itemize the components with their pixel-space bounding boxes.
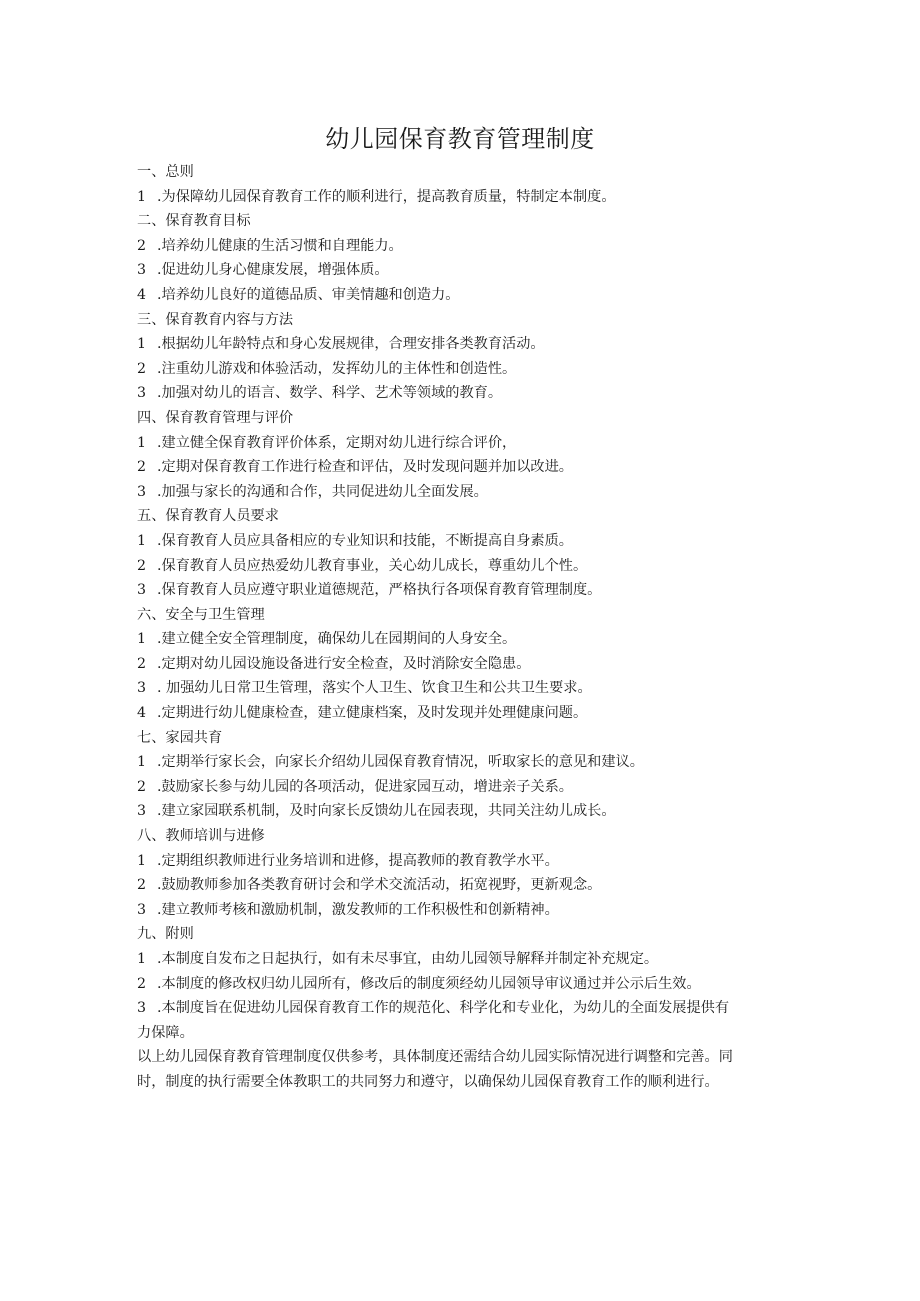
clause-text: .保育教育人员应具备相应的专业知识和技能，不断提高自身素质。 [157, 532, 573, 549]
clause-number: 4 [137, 286, 147, 303]
section-heading: 一、总则 [137, 164, 194, 180]
clause-item [137, 578, 787, 603]
clause-text: .为保障幼儿园保育教育工作的顺利进行，提高教育质量，特制定本制度。 [157, 188, 616, 205]
closing-paragraph-line: 时，制度的执行需要全体教职工的共同努力和遵守，以确保幼儿园保育教育工作的顺利进行。 [137, 1073, 719, 1090]
clause-text: .促进幼儿身心健康发展，增强体质。 [157, 262, 389, 279]
clause-item [137, 972, 787, 997]
clause-item [137, 480, 787, 505]
clause-text: .注重幼儿游戏和体验活动，发挥幼儿的主体性和创造性。 [157, 360, 517, 377]
section-heading: 三、保育教育内容与方法 [137, 311, 294, 328]
clause-text: .加强对幼儿的语言、数学、科学、艺术等领域的教育。 [157, 385, 503, 402]
clause-item [137, 381, 787, 406]
clause-number: 1 [137, 951, 147, 967]
section-heading: 六、安全与卫生管理 [137, 606, 265, 623]
clause-number: 1 [137, 532, 147, 549]
section-heading: 四、保育教育管理与评价 [137, 409, 294, 426]
clause-number: 2 [137, 975, 147, 992]
clause-number: 1 [137, 188, 147, 205]
clause-text: .建立健全保育教育评价体系，定期对幼儿进行综合评价， [157, 434, 517, 451]
clause-number: 3 [137, 680, 147, 697]
clause-text: .本制度自发布之日起执行，如有未尽事宜，由幼儿园领导解释并制定补充规定。 [157, 951, 659, 967]
clause-text: .定期对幼儿园设施设备进行安全检查，及时消除安全隐患。 [157, 655, 531, 672]
clause-item [137, 873, 787, 898]
section-heading: 二、保育教育目标 [137, 213, 251, 230]
clause-text-continuation: 力保障。 [137, 1024, 194, 1041]
clause-number: 3 [137, 385, 147, 402]
closing-paragraph-line: 以上幼儿园保育教育管理制度仅供参考，具体制度还需结合幼儿园实际情况进行调整和完善。同 [137, 1049, 733, 1066]
clause-text: .鼓励家长参与幼儿园的各项活动，促进家园互动，增进亲子关系。 [157, 778, 573, 795]
clause-item [137, 996, 787, 1021]
clause-item [137, 676, 787, 701]
clause-text: .定期举行家长会，向家长介绍幼儿园保育教育情况，听取家长的意见和建议。 [157, 754, 644, 771]
clause-item [137, 898, 787, 923]
clause-text: .根据幼儿年龄特点和身心发展规律，合理安排各类教育活动。 [157, 336, 545, 353]
clause-text: .保育教育人员应遵守职业道德规范，严格执行各项保育教育管理制度。 [157, 582, 602, 599]
clause-text: .鼓励教师参加各类教育研讨会和学术交流活动，拓宽视野，更新观念。 [157, 877, 602, 894]
clause-number: 2 [137, 237, 147, 254]
clause-text: .建立家园联系机制，及时向家长反馈幼儿在园表现，共同关注幼儿成长。 [157, 803, 616, 820]
clause-number: 2 [137, 557, 147, 574]
clause-text: .定期对保育教育工作进行检查和评估，及时发现问题并加以改进。 [157, 459, 573, 476]
clause-item [137, 455, 787, 480]
clause-item [137, 554, 787, 579]
clause-number: 4 [137, 705, 147, 722]
clause-item [137, 332, 787, 357]
clause-number: 3 [137, 901, 147, 918]
document-title: 幼儿园保育教育管理制度 [325, 125, 595, 153]
section-heading: 八、教师培训与进修 [137, 828, 265, 845]
clause-item [137, 652, 787, 677]
clause-item [137, 529, 787, 554]
clause-text: .加强与家长的沟通和合作，共同促进幼儿全面发展。 [157, 483, 488, 500]
clause-number: 2 [137, 778, 147, 795]
section-heading: 七、家园共育 [137, 729, 223, 746]
clause-text: .建立教师考核和激励机制，激发教师的工作积极性和创新精神。 [157, 901, 559, 918]
clause-number: 1 [137, 434, 147, 451]
clause-number: 3 [137, 483, 147, 500]
clause-text: .保育教育人员应热爱幼儿教育事业，关心幼儿成长，尊重幼儿个性。 [157, 557, 588, 574]
clause-number: 2 [137, 877, 147, 894]
clause-item [137, 799, 787, 824]
clause-number: 1 [137, 631, 147, 648]
clause-item [137, 185, 787, 210]
section-heading: 五、保育教育人员要求 [137, 508, 279, 525]
clause-text: .定期进行幼儿健康检查，建立健康档案，及时发现并处理健康问题。 [157, 705, 588, 722]
clause-text: .定期组织教师进行业务培训和进修，提高教师的教育教学水平。 [157, 852, 559, 869]
clause-item [137, 701, 787, 726]
clause-item [137, 627, 787, 652]
clause-number: 1 [137, 754, 147, 771]
clause-text: .建立健全安全管理制度，确保幼儿在园期间的人身安全。 [157, 631, 517, 648]
clause-number: 3 [137, 582, 147, 599]
section-heading: 九、附则 [137, 926, 194, 943]
clause-item [137, 234, 787, 259]
clause-number: 3 [137, 803, 147, 820]
clause-number: 3 [137, 1000, 147, 1017]
document-body [137, 160, 787, 1095]
clause-item [137, 947, 787, 972]
clause-item [137, 750, 787, 775]
clause-item [137, 849, 787, 874]
clause-item [137, 283, 787, 308]
clause-number: 3 [137, 262, 147, 279]
clause-item [137, 775, 787, 800]
clause-number: 2 [137, 360, 147, 377]
clause-number: 2 [137, 655, 147, 672]
clause-text: .培养幼儿良好的道德品质、审美情趣和创造力。 [157, 286, 460, 303]
clause-item [137, 258, 787, 283]
clause-number: 2 [137, 459, 147, 476]
clause-item [137, 431, 787, 456]
clause-item [137, 357, 787, 382]
clause-text: .本制度旨在促进幼儿园保育教育工作的规范化、科学化和专业化，为幼儿的全面发展提供有 [157, 1000, 730, 1017]
clause-text: . 加强幼儿日常卫生管理，落实个人卫生、饮食卫生和公共卫生要求。 [157, 680, 592, 697]
clause-number: 1 [137, 336, 147, 353]
clause-number: 1 [137, 852, 147, 869]
clause-text: .培养幼儿健康的生活习惯和自理能力。 [157, 237, 403, 254]
clause-text: .本制度的修改权归幼儿园所有，修改后的制度须经幼儿园领导审议通过并公示后生效。 [157, 975, 701, 992]
